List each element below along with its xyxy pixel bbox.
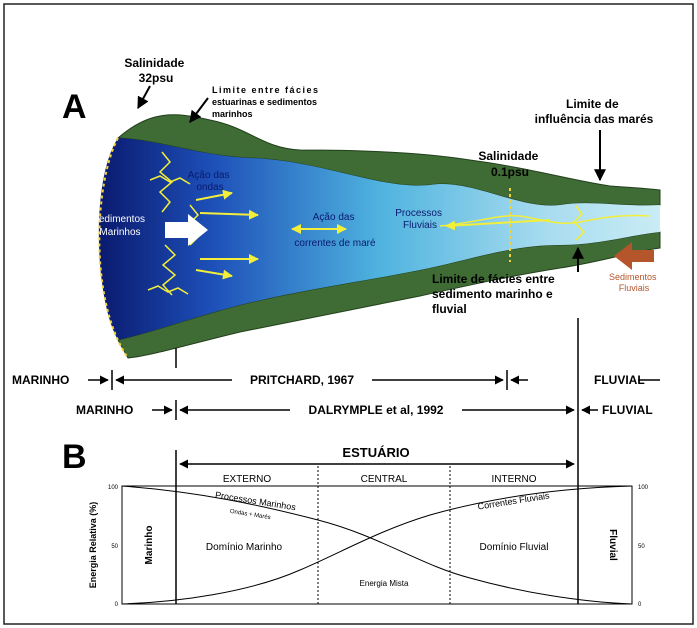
- tick-right-50: 50: [638, 544, 645, 550]
- marine-processes-label: Processos Marinhos: [214, 489, 297, 513]
- fluvial-processes-label: Processos Fluviais: [395, 208, 442, 231]
- fluvial-side-label: Fluvial: [607, 529, 618, 561]
- waves-tides-label: Ondas + Marés: [229, 508, 271, 522]
- facies-marine-fluvial-label: Limite de fácies entre sedimento marinho e fluvial: [432, 272, 555, 316]
- salinity-32-label: Salinidade 32psu: [124, 56, 185, 85]
- fluvial-domain-label: Domínio Fluvial: [479, 542, 549, 553]
- mixed-energy-label: Energia Mista: [359, 579, 409, 588]
- estuary-label: ESTUÁRIO: [342, 445, 410, 460]
- tidal-limit-label: Limite de influência das marés: [534, 97, 654, 126]
- panel-a-letter: A: [62, 88, 87, 126]
- fluvial-currents-label: Correntes Fluviais: [476, 490, 551, 512]
- y-axis-label: Energia Relativa (%): [88, 501, 98, 589]
- zone-central: CENTRAL: [360, 474, 408, 485]
- fluvial-sediments-label: Sedimentos Fluviais: [608, 272, 657, 293]
- tick-right-100: 100: [638, 485, 649, 491]
- panel-b-letter: B: [62, 438, 87, 476]
- pritchard-label: PRITCHARD, 1967: [249, 373, 355, 387]
- dalrymple-marine: MARINHO: [76, 403, 134, 417]
- tick-left-50: 50: [111, 544, 118, 550]
- pritchard-fluvial: FLUVIAL: [594, 373, 645, 387]
- zone-external: EXTERNO: [222, 474, 272, 485]
- marine-domain-label: Domínio Marinho: [205, 542, 283, 553]
- tick-right-0: 0: [638, 602, 642, 608]
- pritchard-marine: MARINHO: [12, 373, 70, 387]
- dalrymple-label: DALRYMPLE et al, 1992: [308, 403, 444, 417]
- tick-left-0: 0: [114, 602, 118, 608]
- marine-sediments-label: Sedimentos Marinhos: [92, 214, 146, 238]
- tidal-currents-label: Ação das correntes de maré: [294, 212, 376, 249]
- zone-internal: INTERNO: [491, 474, 537, 485]
- facies-limit-label: Limite entre fácies estuarinas e sedimentos marinhos: [212, 85, 320, 119]
- salinity-01-label: Salinidade 0.1psu: [478, 149, 539, 179]
- marine-side-label: Marinho: [144, 525, 155, 565]
- tick-left-100: 100: [107, 485, 118, 491]
- salinity-32-pointer: [138, 86, 150, 108]
- wave-action-label: Ação das ondas: [187, 170, 230, 193]
- dalrymple-fluvial: FLUVIAL: [602, 403, 653, 417]
